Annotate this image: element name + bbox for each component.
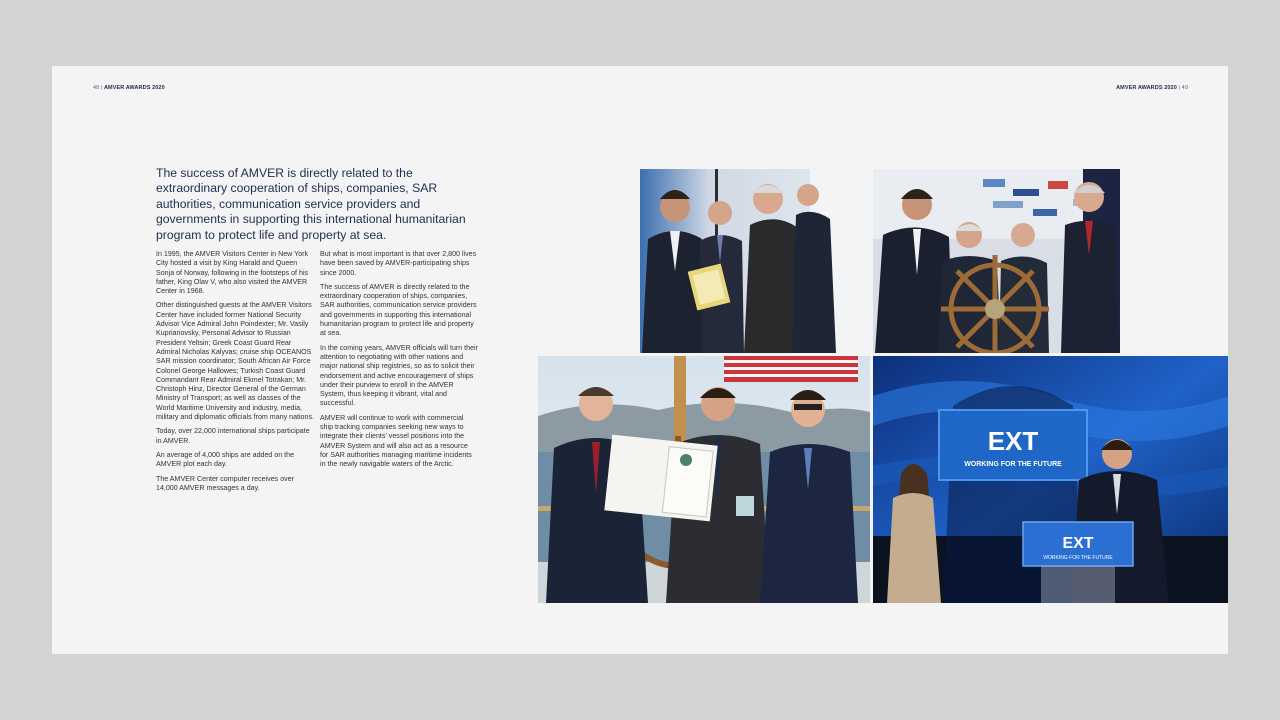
page-header-left: [93, 85, 165, 91]
photo-deck-certificate: [538, 356, 870, 603]
body-column-right: [320, 250, 478, 475]
page-number-left: 48: [93, 85, 100, 91]
paragraph: The success of AMVER is directly related to the extraordinary cooperation of ships, companies, SAR authorities, communication service providers and governments in supporting this international humanitarian program to protect life and property at sea.: [320, 282, 477, 338]
photo-stage-speaker: [873, 356, 1228, 603]
header-separator: |: [100, 85, 103, 91]
paragraph: Today, over 22,000 international ships participate in AMVER.: [156, 427, 310, 445]
publication-title-left: AMVER AWARDS 2020: [103, 85, 165, 91]
photo-certificate-presentation: [640, 169, 870, 353]
lead-paragraph: The success of AMVER is directly related to the extraordinary cooperation of ships, companies, SAR authorities, communication service providers and governments in supporting this international humanitarian program to protect life and property at sea.: [156, 166, 466, 242]
paragraph: The AMVER Center computer receives over 14,000 AMVER messages a day.: [156, 474, 294, 492]
paragraph: Other distinguished guests at the AMVER Visitors Center have included former National Security Advisor Vice Admiral John Poindexter; Mr. Vasily Kuprianovsky, Personal Advisor to Russian President Yeltsin; Greek Coast Guard Rear Admiral Nicholas Kalyvas; cruise ship OCEANOS SAR mission coordinator; South African Air Force Colonel George Hallowes; Turkish Coast Guard Commandant Rear Admiral Ekmel Totrakan; Mr. Christoph Hinz, Director General of the German Ministry of Transport; as well as classes of the World Maritime University and industry, media, military and diplomatic officials from many nations.: [156, 301, 314, 422]
photo-ship-wheel-award: [873, 169, 1120, 353]
podium-logo: EXT: [1062, 535, 1094, 552]
paragraph: But what is most important is that over 2,800 lives have been saved by AMVER-participating ships since 2000.: [320, 250, 477, 277]
page-number-right: 49: [1181, 85, 1188, 91]
podium-slogan: WORKING FOR THE FUTURE: [1043, 555, 1113, 561]
publication-title-right: AMVER AWARDS 2020: [1116, 85, 1177, 91]
body-column-left: [156, 250, 314, 498]
stage-sign-logo: EXT: [987, 426, 1039, 456]
header-separator: |: [1178, 85, 1181, 91]
paragraph: In the coming years, AMVER officials will turn their attention to negotiating with other nations and major national ship registries, so as to solicit their endorsement and active encouragement of ships under their purview to enroll in the AMVER System, thus keeping it vibrant, vital and successful.: [320, 343, 478, 408]
paragraph: AMVER will continue to work with commercial ship tracking companies seeking new ways to integrate their clients' vessel positions into the AMVER System and will also act as a resource for SAR authorities managing maritime incidents in the newly navigable waters of the Arctic.: [320, 413, 472, 469]
magazine-spread: [52, 66, 1228, 654]
stage-sign-slogan: WORKING FOR THE FUTURE: [964, 461, 1062, 468]
paragraph: In 1995, the AMVER Visitors Center in New York City hosted a visit by King Harald and Queen Sonja of Norway, following in the footsteps of his father, King Olav V, who also visited the AMVER Center in 1968.: [156, 250, 309, 296]
paragraph: An average of 4,000 ships are added on the AMVER plot each day.: [156, 450, 295, 469]
page-header-right: [1116, 85, 1188, 91]
